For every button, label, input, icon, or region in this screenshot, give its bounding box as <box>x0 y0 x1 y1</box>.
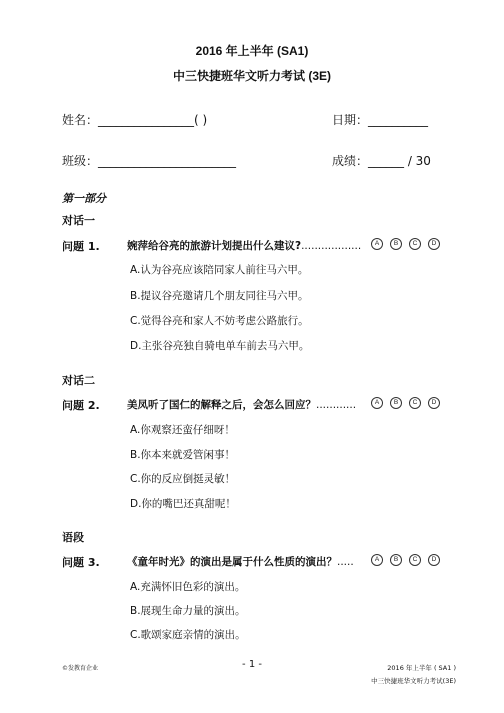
option-b: B.提议谷亮邀请几个朋友同往马六甲。 <box>130 290 309 302</box>
leader-dots: ..... <box>337 556 354 568</box>
option-d: D.主张谷亮独自骑电单车前去马六甲。 <box>130 340 310 352</box>
page-subtitle: 中三快捷班华文听力考试 (3E) <box>172 69 331 83</box>
passage-heading: 语段 <box>62 531 84 544</box>
question-number: 问题 1. <box>62 240 100 253</box>
bubble-c[interactable]: C <box>409 554 421 566</box>
name-field: 姓名：________________( ) <box>62 113 208 127</box>
page-title: 2016 年上半年 (SA1) <box>195 44 309 58</box>
option-b: B.你本来就爱管闲事！ <box>130 449 236 461</box>
option-b: B.展现生命力量的演出。 <box>130 605 246 617</box>
bubble-d[interactable]: D <box>428 397 440 409</box>
date-field: 日期：__________ <box>332 113 429 127</box>
question-text <box>127 554 354 569</box>
bubble-b[interactable]: B <box>390 554 402 566</box>
section-heading: 第一部分 <box>62 192 106 205</box>
leader-dots: .................. <box>301 240 362 252</box>
footer-copyright: ©发教育企业 <box>62 665 99 672</box>
bubble-a[interactable]: A <box>371 554 383 566</box>
question-prompt: 《童年时光》的演出是属于什么性质的演出？ <box>127 556 337 568</box>
bubble-d[interactable]: D <box>428 554 440 566</box>
option-a: A.充满怀旧色彩的演出。 <box>130 581 246 593</box>
question-number: 问题 3. <box>62 556 100 569</box>
score-field: 成绩：______ / 30 <box>332 154 431 168</box>
option-d: D.你的嘴巴还真甜呢！ <box>130 498 236 510</box>
bubble-a[interactable]: A <box>371 238 383 250</box>
answer-bubbles <box>371 397 440 409</box>
bubble-b[interactable]: B <box>390 238 402 250</box>
footer-exam-term: 2016 年上半年 ( SA1 ) <box>387 664 456 672</box>
option-c: C.你的反应倒挺灵敏！ <box>130 473 236 485</box>
bubble-b[interactable]: B <box>390 397 402 409</box>
bubble-d[interactable]: D <box>428 238 440 250</box>
page-number: - 1 - <box>242 659 262 670</box>
bubble-c[interactable]: C <box>409 397 421 409</box>
question-number: 问题 2. <box>62 399 100 412</box>
class-field: 班级：_______________________ <box>62 154 237 168</box>
option-c: C.歌颂家庭亲情的演出。 <box>130 629 246 641</box>
dialogue-heading-1: 对话一 <box>62 214 95 227</box>
answer-bubbles <box>371 554 440 566</box>
option-a: A.你观察还蛮仔细呀！ <box>130 424 235 436</box>
question-prompt: 婉萍给谷亮的旅游计划提出什么建议? <box>127 240 302 252</box>
option-a: A.认为谷亮应该陪同家人前往马六甲。 <box>130 264 309 276</box>
bubble-a[interactable]: A <box>371 397 383 409</box>
answer-bubbles <box>371 238 440 250</box>
dialogue-heading-2: 对话二 <box>62 374 95 387</box>
leader-dots: ............ <box>316 399 357 411</box>
bubble-c[interactable]: C <box>409 238 421 250</box>
question-text <box>127 397 356 412</box>
question-text <box>127 238 361 253</box>
question-prompt: 美凤听了国仁的解释之后，会怎么回应？ <box>127 399 316 411</box>
option-c: C.觉得谷亮和家人不妨考虑公路旅行。 <box>130 315 309 327</box>
footer-exam-name: 中三快捷班华文听力考试(3E) <box>371 677 456 685</box>
